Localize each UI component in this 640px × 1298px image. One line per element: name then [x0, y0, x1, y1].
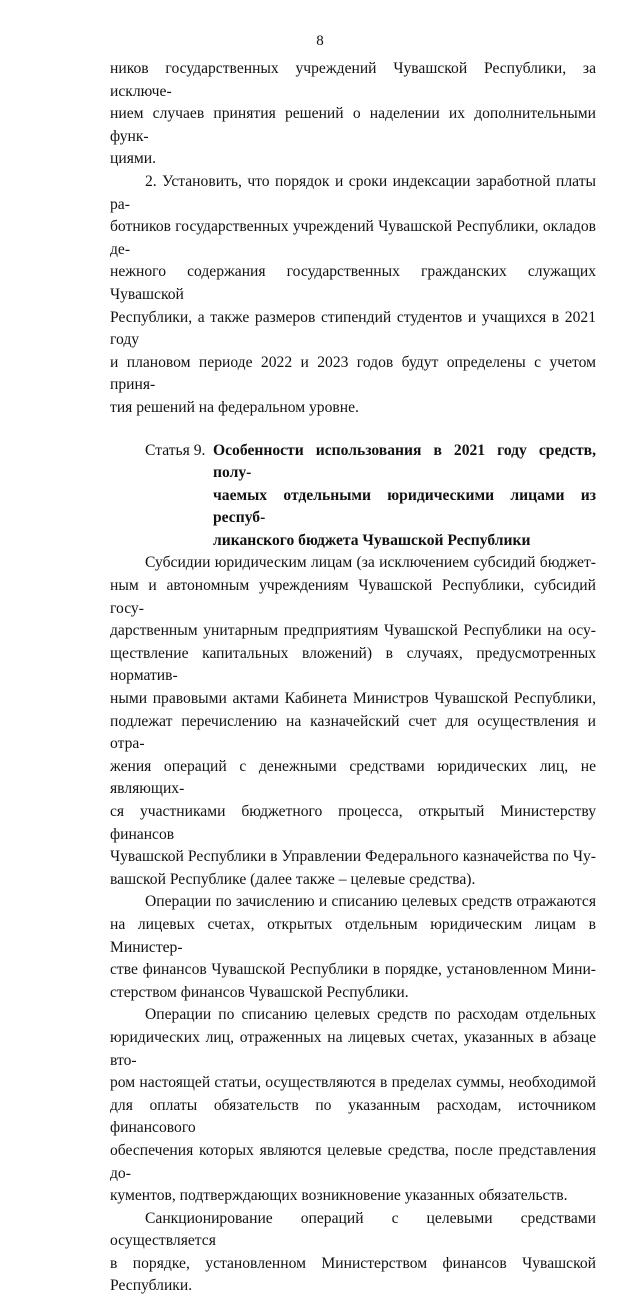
paragraph-subsidies	[110, 552, 596, 891]
text-line: кументов, подтверждающих возникновение указанных обязательств.	[110, 1187, 568, 1205]
text-line: Субсидии юридическим лицам (за исключением субсидий бюджет-	[145, 554, 596, 572]
text-line: Чувашской Республики в Управлении Федерального казначейства по Чу-	[110, 848, 596, 866]
text-line: для оплаты обязательств по указанным расходам, источником финансового	[110, 1096, 596, 1137]
text-line: Операции по зачислению и списанию целевых средств отражаются	[145, 893, 596, 911]
text-line: Республики, а также размеров стипендий студентов и учащихся в 2021 году	[110, 308, 596, 349]
paragraph-operations-accounting	[110, 891, 596, 1004]
article-title-line: чаемых отдельными юридическими лицами из респуб-	[213, 486, 596, 527]
article-title-line: ликанского бюджета Чувашской Республики	[213, 531, 531, 549]
text-line: стерством финансов Чувашской Республики.	[110, 983, 409, 1001]
text-line: жения операций с денежными средствами юридических лиц, не являющих-	[110, 757, 596, 798]
text-line: Санкционирование операций с целевыми средствами осуществляется	[110, 1209, 596, 1250]
text-line: обеспечения которых являются целевые средства, после представления до-	[110, 1141, 596, 1182]
text-line: подлежат перечислению на казначейский счет для осуществления и отра-	[110, 712, 596, 753]
text-line: Операции по списанию целевых средств по расходам отдельных	[145, 1006, 596, 1024]
text-line: на лицевых счетах, открытых отдельным юридическим лицам в Министер-	[110, 915, 596, 956]
article-heading	[110, 440, 596, 553]
paragraph-item-2	[110, 171, 596, 420]
paragraph-authorization	[110, 1208, 596, 1298]
paragraph-operations-writeoff	[110, 1004, 596, 1207]
text-line: ботников государственных учреждений Чувашской Республики, окладов де-	[110, 218, 596, 258]
page-number: 8	[316, 33, 324, 49]
text-line: ным и автономным учреждениям Чувашской Республики, субсидий госу-	[110, 577, 596, 617]
text-line: тия решений на федеральном уровне.	[110, 398, 359, 416]
text-line: дарственным унитарным предприятиям Чувашской Республики на осу-	[110, 622, 596, 640]
text-line: циями.	[110, 150, 156, 168]
paragraph-continuation	[110, 58, 596, 171]
text-line: ром настоящей статьи, осуществляются в пределах суммы, необходимой	[110, 1074, 596, 1092]
text-line: и плановом периоде 2022 и 2023 годов будут определены с учетом приня-	[110, 353, 596, 394]
text-line: нежного содержания государственных гражданских служащих Чувашской	[110, 263, 596, 303]
text-line: вашской Республике (далее также – целевые средства).	[110, 870, 476, 888]
text-line: стве финансов Чувашской Республики в порядке, установленном Мини-	[110, 961, 596, 979]
article-title	[213, 440, 596, 553]
text-line: в порядке, установленном Министерством финансов Чувашской Республики.	[110, 1254, 596, 1295]
text-line: юридических лиц, отраженных на лицевых счетах, указанных в абзаце вто-	[110, 1028, 596, 1069]
article-title-line: Особенности использования в 2021 году средств, полу-	[213, 441, 596, 482]
text-line: нием случаев принятия решений о наделении их дополнительными функ-	[110, 105, 596, 145]
article-label: Статья 9.	[145, 441, 206, 459]
text-line: ся участниками бюджетного процесса, открытый Министерству финансов	[110, 803, 596, 843]
text-line: ществление капитальных вложений) в случаях, предусмотренных норматив-	[110, 644, 596, 685]
body-text	[110, 58, 596, 1298]
text-line: 2. Установить, что порядок и сроки индексации заработной платы ра-	[110, 172, 596, 213]
text-line: ников государственных учреждений Чувашской Республики, за исключе-	[110, 60, 596, 100]
text-line: ными правовыми актами Кабинета Министров Чувашской Республики,	[110, 690, 596, 708]
